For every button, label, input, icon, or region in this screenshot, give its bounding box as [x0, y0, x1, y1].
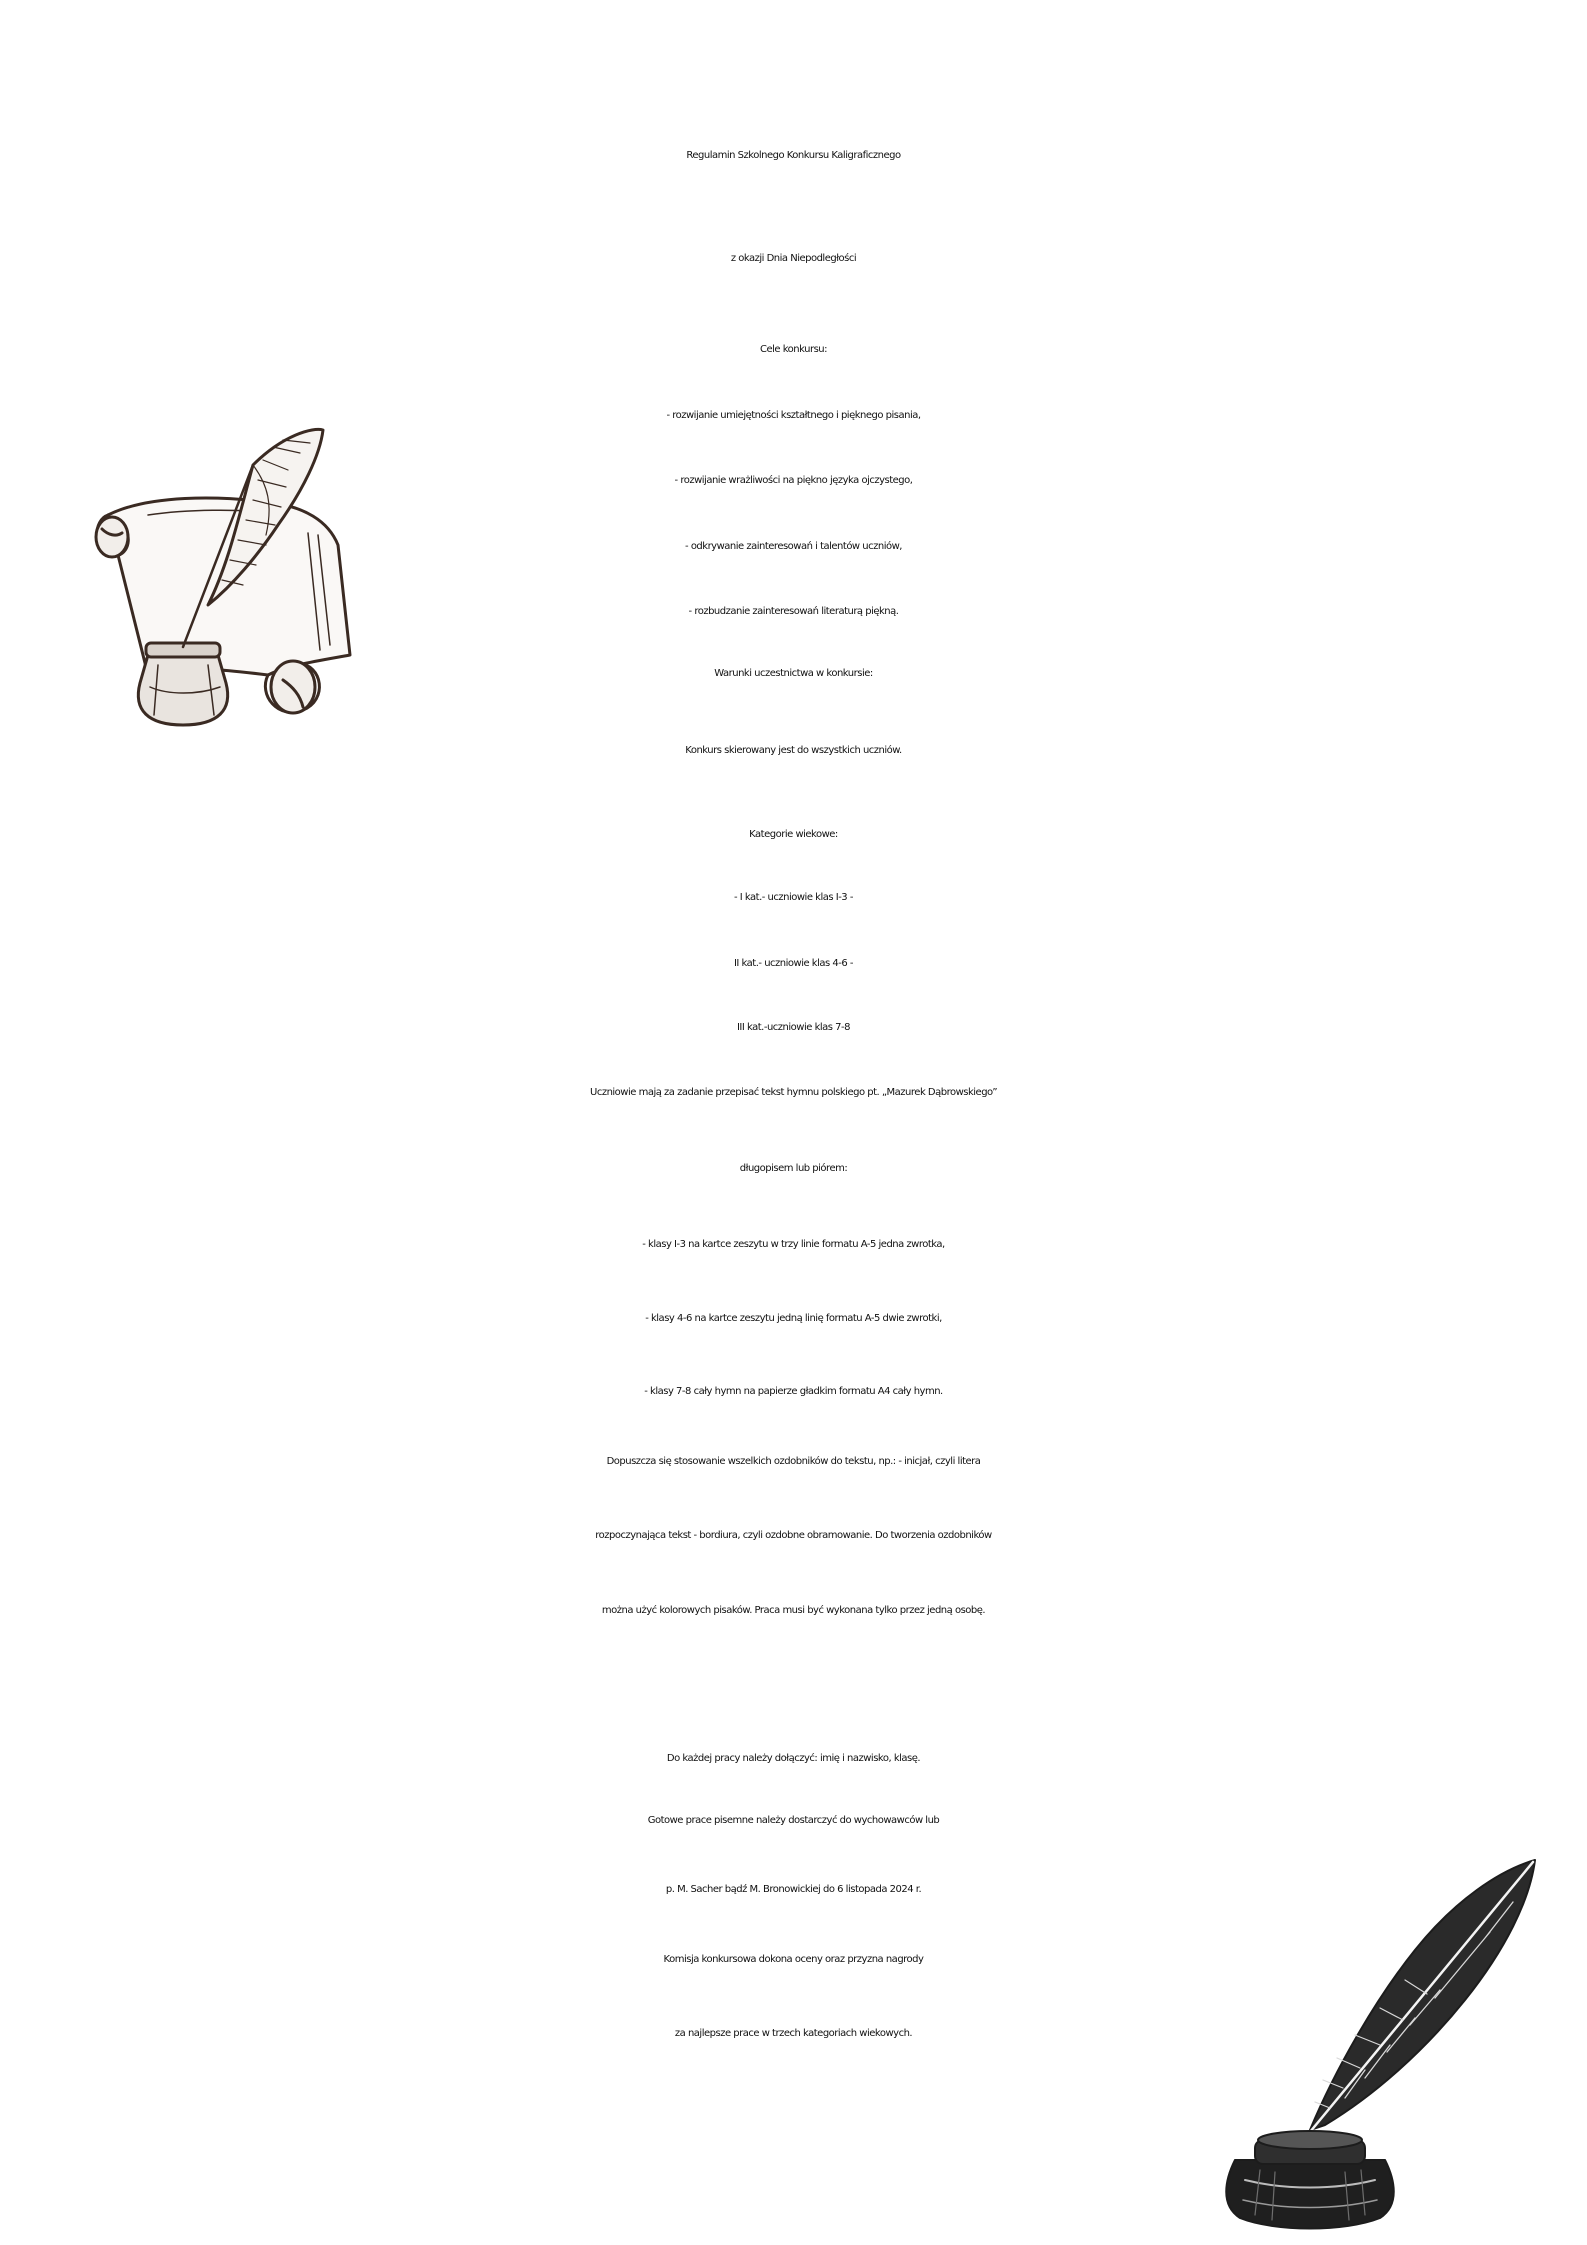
quill-inkwell-icon	[1215, 1840, 1545, 2230]
task-line: długopisem lub piórem:	[739, 1163, 848, 1174]
conditions-heading: Warunki uczestnictwa w konkursie:	[714, 668, 873, 679]
categories-heading: Kategorie wiekowe:	[749, 829, 838, 840]
task-line: - klasy 7-8 cały hymn na papierze gładkim formatu A4 cały hymn.	[644, 1386, 943, 1397]
task-line: - klasy 4-6 na kartce zeszytu jedną linię formatu A-5 dwie zwrotki,	[645, 1313, 942, 1324]
task-line: - klasy I-3 na kartce zeszytu w trzy linie formatu A-5 jedna zwrotka,	[642, 1239, 945, 1250]
goals-heading: Cele konkursu:	[760, 344, 827, 355]
task-line: rozpoczynająca tekst - bordiura, czyli ozdobne obramowanie. Do tworzenia ozdobników	[595, 1530, 992, 1541]
conditions-statement: Konkurs skierowany jest do wszystkich uczniów.	[685, 745, 902, 756]
category-item: - I kat.- uczniowie klas I-3 -	[734, 892, 853, 903]
task-line: Dopuszcza się stosowanie wszelkich ozdobników do tekstu, np.: - inicjał, czyli litera	[606, 1456, 981, 1467]
closing-line: Gotowe prace pisemne należy dostarczyć do wychowawców lub	[647, 1815, 940, 1826]
category-item: III kat.-uczniowie klas 7-8	[736, 1022, 850, 1033]
closing-line: za najlepsze prace w trzech kategoriach wiekowych.	[674, 2028, 913, 2039]
goal-item: - odkrywanie zainteresowań i talentów uczniów,	[685, 541, 902, 552]
title-line-2: z okazji Dnia Niepodległości	[730, 253, 857, 264]
category-item: II kat.- uczniowie klas 4-6 -	[733, 958, 854, 969]
title-line-1: Regulamin Szkolnego Konkursu Kaligraficznego	[686, 150, 901, 161]
closing-line: p. M. Sacher bądź M. Bronowickiej do 6 listopada 2024 r.	[665, 1884, 922, 1895]
closing-line: Do każdej pracy należy dołączyć: imię i nazwisko, klasę.	[666, 1753, 921, 1764]
goal-item: - rozbudzanie zainteresowań literaturą piękną.	[688, 606, 899, 617]
task-line: Uczniowie mają za zadanie przepisać tekst hymnu polskiego pt. „Mazurek Dąbrowskiego”	[590, 1087, 997, 1098]
task-line: można użyć kolorowych pisaków. Praca musi być wykonana tylko przez jedną osobę.	[601, 1605, 986, 1616]
goal-item: - rozwijanie umiejętności kształtnego i pięknego pisania,	[666, 410, 921, 421]
closing-line: Komisja konkursowa dokona oceny oraz przyzna nagrody	[663, 1954, 924, 1965]
goal-item: - rozwijanie wrażliwości na piękno języka ojczystego,	[674, 475, 913, 486]
scroll-quill-inkwell-icon	[88, 425, 388, 735]
